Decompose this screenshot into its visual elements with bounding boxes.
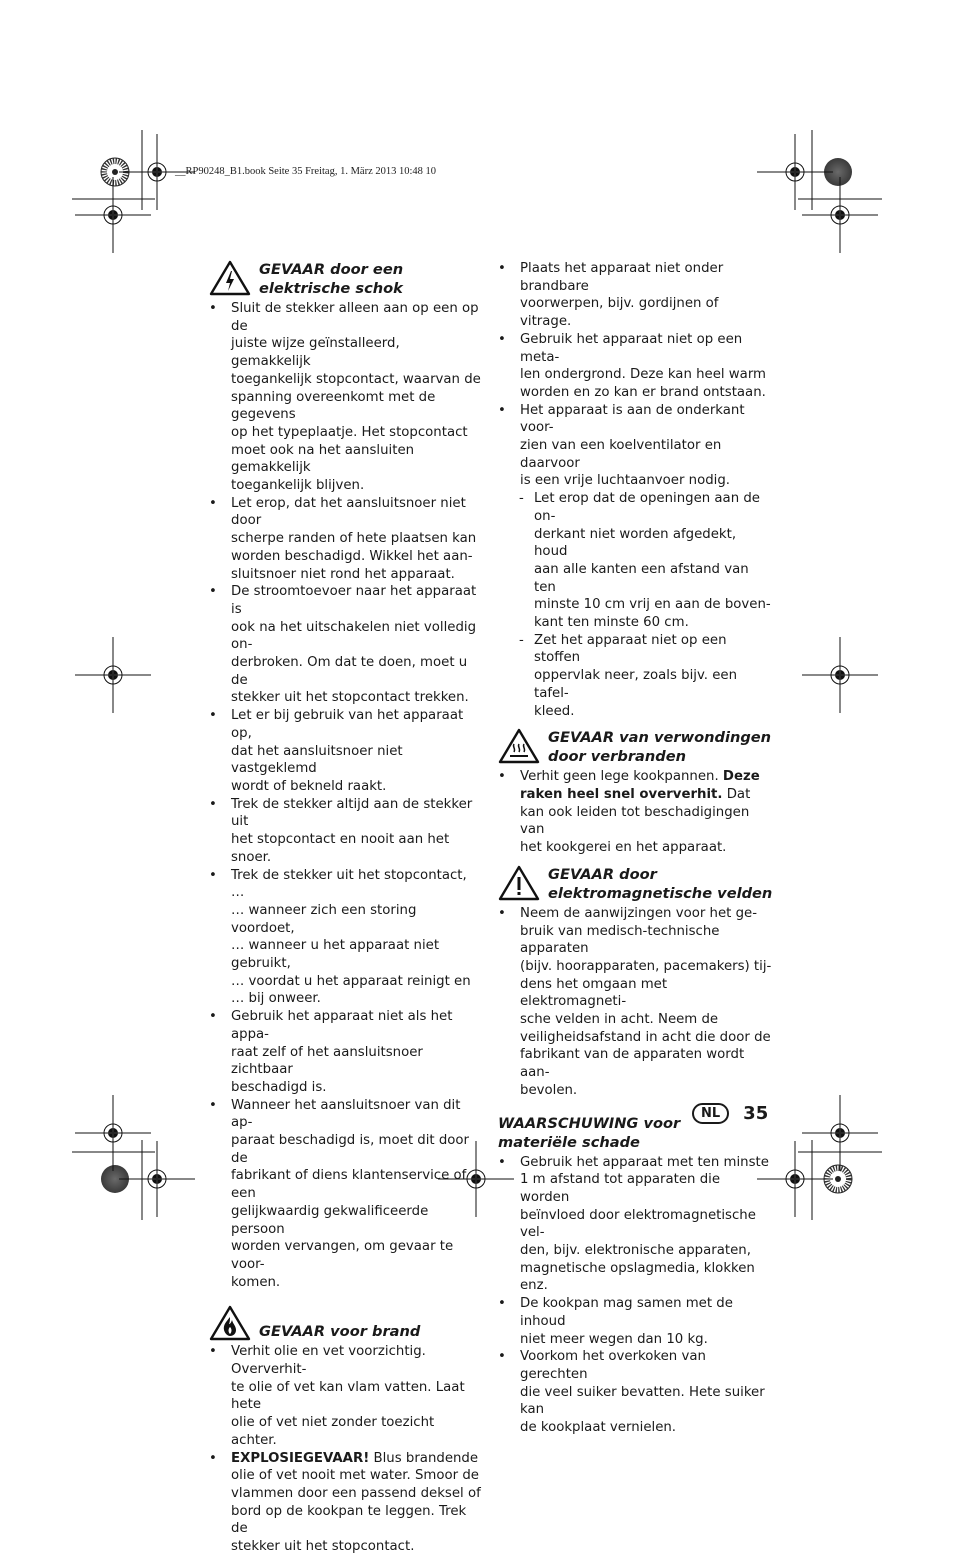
hot-surface-warning-icon (498, 728, 540, 764)
fire-bullet-list (209, 1343, 483, 1555)
list-item: • Let erop, dat het aansluitsnoer niet door scherpe randen of hete plaatsen kan worden beschadigd. Wikkel het aan- sluitsnoer niet rond het apparaat. (209, 495, 477, 582)
list-item: • Sluit de stekker alleen aan op een op de juiste wijze geïnstalleerd, gemakkelijk toegankelijk stopcontact, waarvan de spanning overeenkomt met de gegevens op het typeplaatje. Het stopcontact moet ook na het aansluiten gemakkelijk toegankelijk blijven. (209, 301, 481, 494)
shock-warning-heading (209, 260, 483, 298)
em-warning-heading (498, 865, 773, 903)
list-item: • De kookpan mag samen met de inhoud niet meer wegen dan 10 kg. (498, 1296, 733, 1347)
em-warning-title: GEVAAR door elektromagnetische velden (548, 865, 773, 902)
list-item: • EXPLOSIEGEVAAR! Blus brandende olie of vet nooit met water. Smoor de vlammen door een passend deksel of bord op de kookpan te leggen. Trek de stekker uit het stopcontact. (209, 1450, 481, 1555)
list-item: • Trek de stekker uit het stopcontact, … … wanneer zich een storing voordoet, … wanneer u het apparaat niet gebruikt, … voordat u het apparaat reinigt en … bij onweer. (209, 867, 471, 1007)
right-column (498, 260, 773, 1437)
list-item: - Zet het apparaat niet op een stoffen oppervlak neer, zoals bijv. een tafel- kleed. (519, 632, 738, 719)
shock-bullet-list (209, 300, 483, 1291)
damage-warning-title: WAARSCHUWING voor materiële schade (498, 1114, 681, 1151)
left-column (209, 260, 483, 1556)
electric-shock-warning-icon (209, 260, 251, 296)
list-item: • Gebruik het apparaat met ten minste 1 m afstand tot apparaten die worden beïnvloed door elektromagnetische vel- den, bijv. elektronische apparaten, magnetische opslagmedia, klokken enz. (498, 1154, 769, 1294)
register-cross (75, 177, 151, 253)
list-item: • Verhit geen lege kookpannen. Deze raken heel snel oververhit. Dat kan ook leiden tot beschadigingen van het kookgerei en het apparaat. (498, 769, 760, 856)
list-item: • Trek de stekker altijd aan de stekker uit het stopcontact en nooit aan het snoer. (209, 796, 473, 865)
exclamation-warning-icon (498, 865, 540, 901)
page-number: 35 (743, 1103, 769, 1124)
fire-warning-icon (209, 1305, 251, 1341)
list-item: • Het apparaat is aan de onderkant voor- zien van een koelventilator en daarvoor is een vrije luchtaanvoer nodig. (498, 402, 745, 489)
burn-bullet-list (498, 768, 773, 857)
list-item: • De stroomtoevoer naar het apparaat is ook na het uitschakelen niet volledig on- derbroken. Om dat te doen, moet u de stekker uit het stopcontact trekken. (209, 584, 477, 706)
register-cross (75, 1095, 151, 1171)
damage-bullet-list (498, 1154, 773, 1437)
list-item: • Gebruik het apparaat niet op een meta- len ondergrond. Deze kan heel warm worden en zo kan er brand ontstaan. (498, 331, 767, 400)
list-item: • Plaats het apparaat niet onder brandbare voorwerpen, bijv. gordijnen of vitrage. (498, 261, 724, 330)
appliance-bullet-list (498, 260, 773, 720)
list-item: • Neem de aanwijzingen voor het ge- bruik van medisch-technische apparaten (bijv. hoorapparaten, pacemakers) tij- dens het omgaan met elektromagneti- sche velden in acht. Neem de veiligheidsafstand in acht die door de fabrikant van de apparaten wordt aan- bevolen. (498, 905, 772, 1098)
list-item: • Voorkom het overkoken van gerechten die veel suiker bevatten. Hete suiker kan de kookplaat vernielen. (498, 1349, 765, 1436)
print-header: __RP90248_B1.book Seite 35 Freitag, 1. März 2013 10:48 10 (175, 166, 437, 177)
list-item: • Verhit olie en vet voorzichtig. Oververhit- te olie of vet kan vlam vatten. Laat hete olie of vet niet zonder toezicht achter. (209, 1344, 465, 1448)
fire-warning-heading (209, 1305, 483, 1341)
list-item: - Let erop dat de openingen aan de on- derkant niet worden afgedekt, houd aan alle kanten een afstand van ten minste 10 cm vrij en aan de boven- kant ten minste 60 cm. (519, 491, 771, 631)
register-cross (802, 1095, 878, 1171)
list-item: • Wanneer het aansluitsnoer van dit ap- paraat beschadigd is, moet dit door de fabrikant of diens klantenservice of een gelijkwaardig gekwalificeerde persoon worden vervangen, om gevaar te voor- komen. (209, 1097, 470, 1290)
list-item: • Let er bij gebruik van het apparaat op, dat het aansluitsnoer niet vastgeklemd wordt of bekneld raakt. (209, 708, 464, 794)
burn-warning-heading (498, 728, 773, 766)
register-cross (75, 637, 151, 713)
em-bullet-list (498, 905, 773, 1100)
fire-warning-title: GEVAAR voor brand (259, 1323, 421, 1341)
language-badge: NL (692, 1103, 729, 1124)
burn-warning-title: GEVAAR van verwondingen door verbranden (548, 729, 772, 766)
list-item: • Gebruik het apparaat niet als het appa- raat zelf of het aansluitsnoer zichtbaar beschadigd is. (209, 1009, 453, 1095)
register-cross (802, 177, 878, 253)
page-footer (692, 1103, 768, 1124)
shock-warning-title: GEVAAR door een elektrische schok (259, 261, 404, 297)
register-cross (802, 637, 878, 713)
